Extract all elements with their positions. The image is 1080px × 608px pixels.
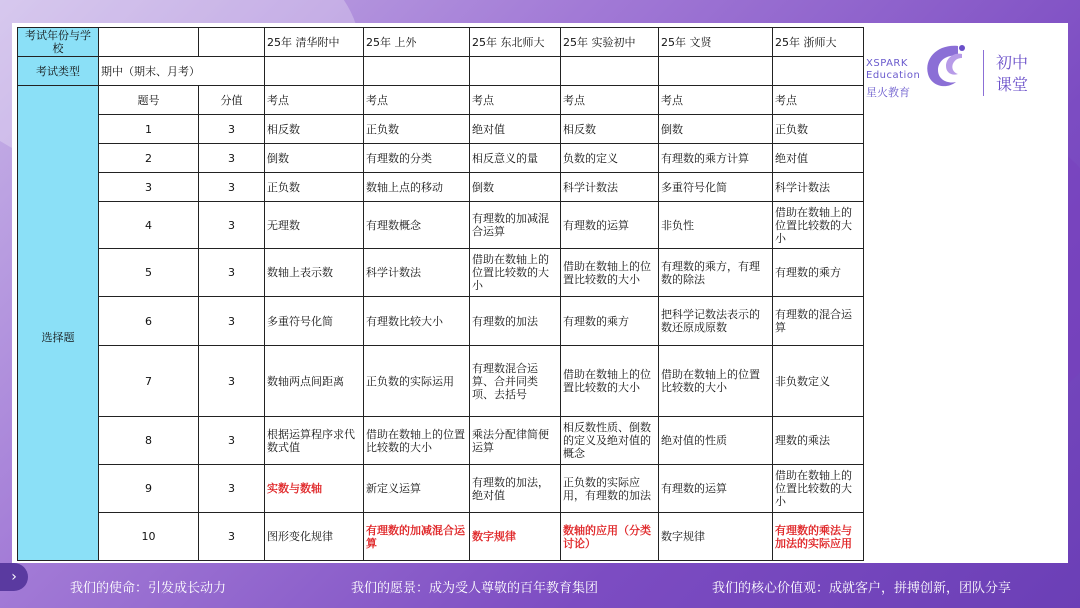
spark-logo-icon: [918, 40, 968, 95]
topic-cell: 绝对值: [470, 115, 561, 144]
school-header: 25年 浙师大: [773, 28, 864, 57]
topic-cell: 有理数的加法，绝对值: [470, 465, 561, 513]
question-score: 3: [199, 513, 265, 561]
topic-cell: 相反数: [561, 115, 659, 144]
empty-cell: [265, 57, 364, 86]
topic-cell: 相反数: [265, 115, 364, 144]
topic-cell: 负数的定义: [561, 144, 659, 173]
brand-name-en-line2: Education: [866, 70, 921, 81]
topic-cell: 图形变化规律: [265, 513, 364, 561]
question-score: 3: [199, 417, 265, 465]
footer-values: 我们的核心价值观：成就客户，拼搏创新，团队分享: [712, 581, 1012, 596]
topic-cell: 借助在数轴上的位置比较数的大小: [470, 249, 561, 297]
topic-cell: 数轴上点的移动: [364, 173, 470, 202]
topic-cell: 正负数: [265, 173, 364, 202]
topic-cell: 有理数混合运算、合并同类项、去括号: [470, 346, 561, 417]
topic-cell: 数字规律: [470, 513, 561, 561]
brand-name-cn: 星火教育: [866, 86, 910, 99]
footer-vision: 我们的愿景：成为受人尊敬的百年教育集团: [351, 581, 599, 596]
topic-cell: 有理数的运算: [561, 202, 659, 249]
question-score: 3: [199, 115, 265, 144]
table-row: [18, 202, 864, 249]
topic-cell: 新定义运算: [364, 465, 470, 513]
topic-cell: 有理数的乘方: [561, 297, 659, 346]
question-number: 5: [99, 249, 199, 297]
school-header: 25年 实验初中: [561, 28, 659, 57]
school-header: 25年 东北师大: [470, 28, 561, 57]
question-score: 3: [199, 173, 265, 202]
expand-arrow-button[interactable]: ›: [0, 563, 28, 591]
exam-type-value: 期中（期末、月考）: [99, 57, 265, 86]
topic-cell: 相反意义的量: [470, 144, 561, 173]
question-number: 10: [99, 513, 199, 561]
topic-cell: 有理数的运算: [659, 465, 773, 513]
empty-cell: [364, 57, 470, 86]
question-number: 6: [99, 297, 199, 346]
section-label: 选择题: [18, 115, 99, 561]
table-row: [18, 115, 864, 144]
question-score: 3: [199, 297, 265, 346]
topic-cell: 绝对值的性质: [659, 417, 773, 465]
topic-cell: 无理数: [265, 202, 364, 249]
question-number: 8: [99, 417, 199, 465]
column-header-topic: 考点: [773, 86, 864, 115]
brand-logo: [866, 40, 1056, 110]
column-header-topic: 考点: [265, 86, 364, 115]
topic-cell: 正负数的实际应用，有理数的加法: [561, 465, 659, 513]
table-row: [18, 417, 864, 465]
question-score: 3: [199, 465, 265, 513]
question-number: 9: [99, 465, 199, 513]
question-score: 3: [199, 202, 265, 249]
table-row: [18, 297, 864, 346]
question-number: 1: [99, 115, 199, 144]
question-score: 3: [199, 144, 265, 173]
course-tag: [996, 52, 1028, 96]
section-label-cell: [18, 86, 99, 115]
logo-separator: [983, 50, 984, 96]
footer-bar: [0, 563, 1080, 608]
topic-cell: 有理数的混合运算: [773, 297, 864, 346]
course-tag-line2: 课堂: [996, 75, 1029, 94]
course-tag-line1: 初中: [996, 53, 1029, 72]
topic-cell: 把科学记数法表示的数还原成原数: [659, 297, 773, 346]
topic-cell: 科学计数法: [773, 173, 864, 202]
table-row: [18, 465, 864, 513]
exam-analysis-table: [17, 27, 864, 561]
topic-cell: 正负数: [773, 115, 864, 144]
question-number: 3: [99, 173, 199, 202]
topic-cell: 相反数性质、倒数的定义及绝对值的概念: [561, 417, 659, 465]
table-row: [18, 346, 864, 417]
topic-cell: 有理数的分类: [364, 144, 470, 173]
topic-cell: 借助在数轴上的位置比较数的大小: [364, 417, 470, 465]
question-number: 4: [99, 202, 199, 249]
school-header: 25年 上外: [364, 28, 470, 57]
topic-cell: 数轴上表示数: [265, 249, 364, 297]
table-row: [18, 249, 864, 297]
topic-cell: 有理数的加减混合运算: [364, 513, 470, 561]
column-header-topic: 考点: [561, 86, 659, 115]
table-row: [18, 144, 864, 173]
topic-cell: 有理数的乘方计算: [659, 144, 773, 173]
topic-cell: 倒数: [265, 144, 364, 173]
topic-cell: 正负数: [364, 115, 470, 144]
topic-cell: 正负数的实际运用: [364, 346, 470, 417]
column-header-score: 分值: [199, 86, 265, 115]
topic-cell: 多重符号化简: [265, 297, 364, 346]
topic-cell: 实数与数轴: [265, 465, 364, 513]
topic-cell: 多重符号化简: [659, 173, 773, 202]
topic-cell: 有理数的乘方，有理数的除法: [659, 249, 773, 297]
column-header-topic: 考点: [364, 86, 470, 115]
topic-cell: 有理数的乘方: [773, 249, 864, 297]
topic-cell: 借助在数轴上的位置比较数的大小: [773, 202, 864, 249]
empty-cell: [99, 28, 199, 57]
topic-cell: 有理数比较大小: [364, 297, 470, 346]
topic-cell: 绝对值: [773, 144, 864, 173]
topic-cell: 借助在数轴上的位置比较数的大小: [561, 249, 659, 297]
topic-cell: 数字规律: [659, 513, 773, 561]
column-header-question-no: 题号: [99, 86, 199, 115]
school-header: 25年 文贤: [659, 28, 773, 57]
table-row: [18, 513, 864, 561]
column-header-topic: 考点: [470, 86, 561, 115]
table-row: [18, 173, 864, 202]
brand-name-en: [866, 58, 920, 82]
topic-cell: 有理数的加法: [470, 297, 561, 346]
empty-cell: [199, 28, 265, 57]
topic-cell: 有理数概念: [364, 202, 470, 249]
topic-cell: 借助在数轴上的位置比较数的大小: [773, 465, 864, 513]
topic-cell: 非负数定义: [773, 346, 864, 417]
empty-cell: [659, 57, 773, 86]
topic-cell: 科学计数法: [561, 173, 659, 202]
empty-cell: [561, 57, 659, 86]
topic-cell: 科学计数法: [364, 249, 470, 297]
topic-cell: 根据运算程序求代数式值: [265, 417, 364, 465]
topic-cell: 数轴的应用（分类讨论）: [561, 513, 659, 561]
brand-name-en-line1: XSPARK: [866, 58, 908, 69]
column-header-topic: 考点: [659, 86, 773, 115]
empty-cell: [470, 57, 561, 86]
topic-cell: 有理数的加减混合运算: [470, 202, 561, 249]
question-number: 2: [99, 144, 199, 173]
empty-cell: [773, 57, 864, 86]
question-score: 3: [199, 346, 265, 417]
label-year-school: 考试年份与学校: [18, 28, 99, 57]
footer-mission: 我们的使命：引发成长动力: [70, 581, 227, 596]
topic-cell: 借助在数轴上的位置比较数的大小: [659, 346, 773, 417]
topic-cell: 数轴两点间距离: [265, 346, 364, 417]
topic-cell: 有理数的乘法与加法的实际应用: [773, 513, 864, 561]
topic-cell: 倒数: [470, 173, 561, 202]
question-score: 3: [199, 249, 265, 297]
question-number: 7: [99, 346, 199, 417]
topic-cell: 倒数: [659, 115, 773, 144]
topic-cell: 非负性: [659, 202, 773, 249]
label-exam-type: 考试类型: [18, 57, 99, 86]
topic-cell: 借助在数轴上的位置比较数的大小: [561, 346, 659, 417]
topic-cell: 理数的乘法: [773, 417, 864, 465]
school-header: 25年 清华附中: [265, 28, 364, 57]
topic-cell: 乘法分配律简便运算: [470, 417, 561, 465]
